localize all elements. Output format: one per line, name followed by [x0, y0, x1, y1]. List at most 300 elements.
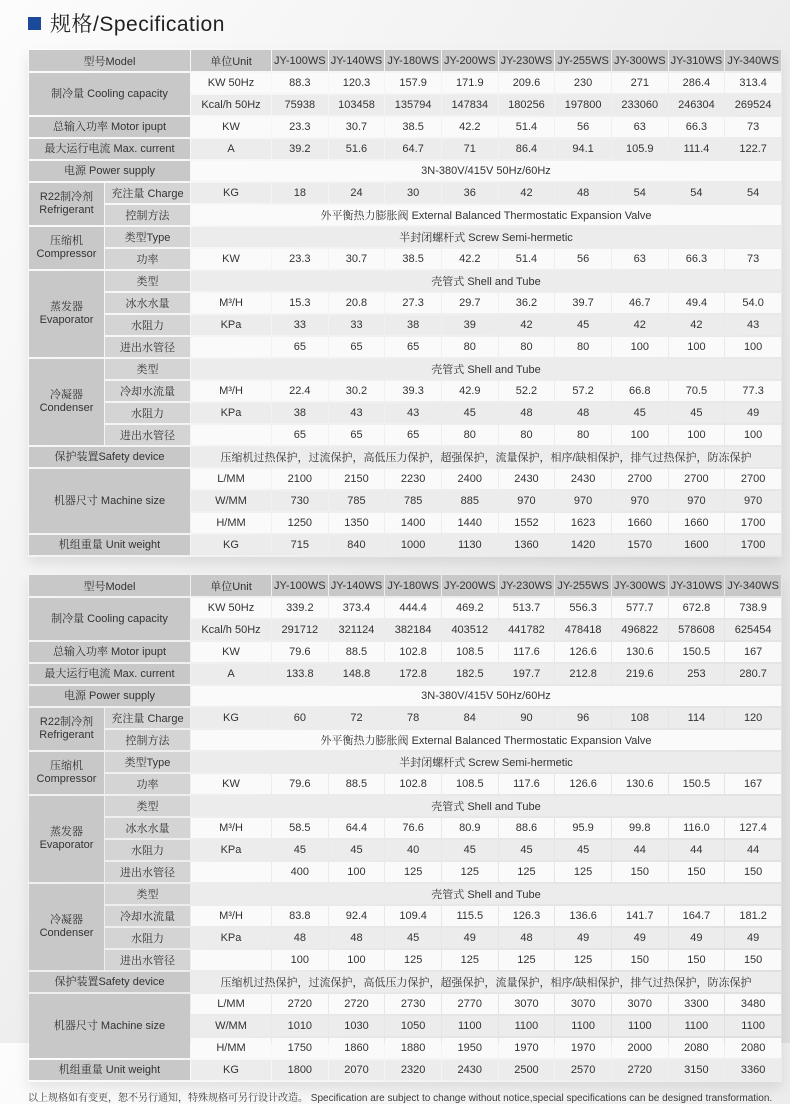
page-header: [28, 7, 782, 39]
value-cell: 271: [612, 73, 668, 93]
section-label: 机组重量 Unit weight: [29, 535, 190, 555]
value-cell: 64.4: [329, 818, 385, 838]
value-cell: 79.6: [272, 642, 328, 662]
value-cell: 60: [272, 708, 328, 728]
value-cell: 39.7: [555, 293, 611, 313]
table-row: [29, 950, 781, 970]
value-cell: 1440: [442, 513, 498, 533]
model-column-header: JY-300WS: [612, 50, 668, 71]
model-column-header: JY-200WS: [442, 575, 498, 596]
value-cell: 970: [499, 491, 555, 511]
value-cell: 45: [499, 840, 555, 860]
value-cell: 80: [499, 337, 555, 357]
value-cell: 29.7: [442, 293, 498, 313]
value-cell: 100: [612, 425, 668, 445]
value-cell: 1100: [442, 1016, 498, 1036]
value-cell: 2000: [612, 1038, 668, 1058]
value-cell: 233060: [612, 95, 668, 115]
value-cell: 1000: [385, 535, 441, 555]
value-cell: 109.4: [385, 906, 441, 926]
model-column-header: JY-300WS: [612, 575, 668, 596]
value-cell: 45: [669, 403, 725, 423]
value-cell: 86.4: [499, 139, 555, 159]
value-cell: 58.5: [272, 818, 328, 838]
value-cell: 65: [385, 425, 441, 445]
value-cell: 73: [725, 117, 781, 137]
value-cell: 96: [555, 708, 611, 728]
value-cell: 42.2: [442, 117, 498, 137]
value-cell: 57.2: [555, 381, 611, 401]
row-sublabel: 进出水管径: [105, 950, 190, 970]
value-cell: 785: [329, 491, 385, 511]
table-row: [29, 994, 781, 1014]
value-cell: 122.7: [725, 139, 781, 159]
value-cell: 42: [499, 315, 555, 335]
value-cell: 625454: [725, 620, 781, 640]
unit-cell: KPa: [191, 315, 271, 335]
value-cell: 108: [612, 708, 668, 728]
table-row: [29, 535, 781, 555]
unit-header-label: 单位Unit: [191, 50, 271, 71]
row-sublabel: 类型: [105, 884, 190, 904]
value-cell: 56: [555, 117, 611, 137]
value-cell: 469.2: [442, 598, 498, 618]
value-cell: 23.3: [272, 117, 328, 137]
value-cell: 54: [612, 183, 668, 203]
section-label: 机组重量 Unit weight: [29, 1060, 190, 1080]
row-sublabel: 类型: [105, 271, 190, 291]
table-row: [29, 469, 781, 489]
value-cell: 1660: [669, 513, 725, 533]
table-row: [29, 139, 781, 159]
value-cell: 141.7: [612, 906, 668, 926]
page-title: 规格/Specification: [50, 13, 225, 36]
value-cell: 125: [442, 950, 498, 970]
value-cell: 42.2: [442, 249, 498, 269]
value-cell: 157.9: [385, 73, 441, 93]
value-cell: 1860: [329, 1038, 385, 1058]
value-cell: 90: [499, 708, 555, 728]
value-cell: 54.0: [725, 293, 781, 313]
value-cell: 42.9: [442, 381, 498, 401]
value-cell: 117.6: [499, 774, 555, 794]
value-cell: 1660: [612, 513, 668, 533]
value-cell: 102.8: [385, 774, 441, 794]
value-cell: 116.0: [669, 818, 725, 838]
table-row: [29, 183, 781, 203]
unit-cell: M³/H: [191, 293, 271, 313]
value-cell: 672.8: [669, 598, 725, 618]
unit-cell: KG: [191, 183, 271, 203]
value-cell: 2080: [669, 1038, 725, 1058]
merged-value-cell: 壳管式 Shell and Tube: [191, 359, 781, 379]
table-row: [29, 686, 781, 706]
row-sublabel: 类型Type: [105, 227, 190, 247]
value-cell: 2720: [272, 994, 328, 1014]
value-cell: 970: [725, 491, 781, 511]
value-cell: 73: [725, 249, 781, 269]
value-cell: 111.4: [669, 139, 725, 159]
merged-value-cell: 壳管式 Shell and Tube: [191, 271, 781, 291]
value-cell: 2080: [725, 1038, 781, 1058]
value-cell: 52.2: [499, 381, 555, 401]
model-column-header: JY-140WS: [329, 50, 385, 71]
row-sublabel: 功率: [105, 249, 190, 269]
row-sublabel: 类型: [105, 359, 190, 379]
row-sublabel: 类型: [105, 796, 190, 816]
value-cell: 100: [669, 337, 725, 357]
row-sublabel: 冷却水流量: [105, 381, 190, 401]
table-row: [29, 381, 781, 401]
value-cell: 1100: [612, 1016, 668, 1036]
value-cell: 78: [385, 708, 441, 728]
value-cell: 39.3: [385, 381, 441, 401]
value-cell: 2700: [669, 469, 725, 489]
value-cell: 197800: [555, 95, 611, 115]
value-cell: 38.5: [385, 117, 441, 137]
value-cell: 182.5: [442, 664, 498, 684]
value-cell: 20.8: [329, 293, 385, 313]
value-cell: 30: [385, 183, 441, 203]
row-sublabel: 类型Type: [105, 752, 190, 772]
value-cell: 88.6: [499, 818, 555, 838]
value-cell: 441782: [499, 620, 555, 640]
unit-cell: M³/H: [191, 818, 271, 838]
value-cell: 970: [612, 491, 668, 511]
value-cell: 840: [329, 535, 385, 555]
value-cell: 444.4: [385, 598, 441, 618]
value-cell: 1100: [499, 1016, 555, 1036]
value-cell: 95.9: [555, 818, 611, 838]
value-cell: 130.6: [612, 774, 668, 794]
value-cell: 48: [499, 403, 555, 423]
value-cell: 382184: [385, 620, 441, 640]
value-cell: 3300: [669, 994, 725, 1014]
table-row: [29, 293, 781, 313]
value-cell: 1800: [272, 1060, 328, 1080]
value-cell: 49: [612, 928, 668, 948]
value-cell: 15.3: [272, 293, 328, 313]
value-cell: 120.3: [329, 73, 385, 93]
model-column-header: JY-100WS: [272, 575, 328, 596]
row-sublabel: 冰水水量: [105, 818, 190, 838]
value-cell: 1570: [612, 535, 668, 555]
value-cell: 1050: [385, 1016, 441, 1036]
value-cell: 30.7: [329, 117, 385, 137]
value-cell: 39: [442, 315, 498, 335]
value-cell: 2770: [442, 994, 498, 1014]
value-cell: 125: [555, 862, 611, 882]
value-cell: 51.4: [499, 117, 555, 137]
table-row: [29, 315, 781, 335]
value-cell: 291712: [272, 620, 328, 640]
value-cell: 63: [612, 249, 668, 269]
value-cell: 3150: [669, 1060, 725, 1080]
section-label: 冷凝器 Condenser: [29, 884, 104, 970]
model-column-header: JY-255WS: [555, 50, 611, 71]
value-cell: 39.2: [272, 139, 328, 159]
unit-cell: [191, 862, 271, 882]
value-cell: 2730: [385, 994, 441, 1014]
value-cell: 77.3: [725, 381, 781, 401]
section-label: 蒸发器 Evaporator: [29, 271, 104, 357]
value-cell: 321124: [329, 620, 385, 640]
value-cell: 1030: [329, 1016, 385, 1036]
table-row: [29, 249, 781, 269]
merged-value-cell: 壳管式 Shell and Tube: [191, 796, 781, 816]
unit-cell: KPa: [191, 840, 271, 860]
model-column-header: JY-310WS: [669, 50, 725, 71]
value-cell: 49: [725, 403, 781, 423]
table-row: [29, 403, 781, 423]
value-cell: 1400: [385, 513, 441, 533]
value-cell: 130.6: [612, 642, 668, 662]
value-cell: 2720: [329, 994, 385, 1014]
value-cell: 65: [385, 337, 441, 357]
table-row: [29, 752, 781, 772]
value-cell: 100: [329, 950, 385, 970]
value-cell: 970: [555, 491, 611, 511]
value-cell: 100: [612, 337, 668, 357]
model-column-header: JY-180WS: [385, 50, 441, 71]
value-cell: 66.8: [612, 381, 668, 401]
value-cell: 167: [725, 774, 781, 794]
value-cell: 105.9: [612, 139, 668, 159]
title-bullet-icon: [28, 17, 41, 30]
table-row: [29, 642, 781, 662]
value-cell: 99.8: [612, 818, 668, 838]
value-cell: 108.5: [442, 642, 498, 662]
model-column-header: JY-310WS: [669, 575, 725, 596]
value-cell: 2570: [555, 1060, 611, 1080]
value-cell: 45: [385, 928, 441, 948]
value-cell: 114: [669, 708, 725, 728]
value-cell: 1623: [555, 513, 611, 533]
unit-cell: KW: [191, 117, 271, 137]
value-cell: 42: [669, 315, 725, 335]
value-cell: 27.3: [385, 293, 441, 313]
value-cell: 715: [272, 535, 328, 555]
unit-cell: KW: [191, 249, 271, 269]
row-sublabel: 控制方法: [105, 205, 190, 225]
value-cell: 150.5: [669, 774, 725, 794]
table-row: [29, 928, 781, 948]
model-column-header: JY-255WS: [555, 575, 611, 596]
value-cell: 125: [442, 862, 498, 882]
value-cell: 2430: [499, 469, 555, 489]
value-cell: 100: [725, 425, 781, 445]
value-cell: 577.7: [612, 598, 668, 618]
section-label: 压缩机 Compressor: [29, 752, 104, 794]
value-cell: 24: [329, 183, 385, 203]
merged-value-cell: 压缩机过热保护，过流保护，高低压力保护，超强保护，流量保护，相序/缺相保护，排气过热保护，防冻保护: [191, 972, 781, 992]
footer-note: 以上规格如有变更，恕不另行通知，特殊规格可另行设计改造。 Specification are subject to change without notice,special specifications can be designed transformation.: [28, 1093, 773, 1104]
table-row: [29, 447, 781, 467]
value-cell: 150: [612, 862, 668, 882]
value-cell: 71: [442, 139, 498, 159]
row-sublabel: 进出水管径: [105, 862, 190, 882]
value-cell: 135794: [385, 95, 441, 115]
value-cell: 45: [442, 403, 498, 423]
value-cell: 44: [725, 840, 781, 860]
value-cell: 125: [385, 950, 441, 970]
table-row: [29, 708, 781, 728]
value-cell: 48: [555, 403, 611, 423]
value-cell: 49: [669, 928, 725, 948]
value-cell: 1420: [555, 535, 611, 555]
value-cell: 2070: [329, 1060, 385, 1080]
merged-value-cell: 3N-380V/415V 50Hz/60Hz: [191, 686, 781, 706]
value-cell: 478418: [555, 620, 611, 640]
value-cell: 65: [272, 337, 328, 357]
value-cell: 51.6: [329, 139, 385, 159]
value-cell: 180256: [499, 95, 555, 115]
value-cell: 147834: [442, 95, 498, 115]
unit-cell: KG: [191, 708, 271, 728]
value-cell: 120: [725, 708, 781, 728]
value-cell: 496822: [612, 620, 668, 640]
value-cell: 1950: [442, 1038, 498, 1058]
value-cell: 65: [329, 337, 385, 357]
table-row: [29, 337, 781, 357]
unit-cell: Kcal/h 50Hz: [191, 620, 271, 640]
section-label: 蒸发器 Evaporator: [29, 796, 104, 882]
value-cell: 83.8: [272, 906, 328, 926]
value-cell: 1970: [499, 1038, 555, 1058]
section-label: 总输入功率 Motor ipupt: [29, 117, 190, 137]
unit-cell: [191, 425, 271, 445]
value-cell: 80: [555, 425, 611, 445]
value-cell: 150: [669, 862, 725, 882]
value-cell: 100: [272, 950, 328, 970]
unit-cell: W/MM: [191, 1016, 271, 1036]
value-cell: 230: [555, 73, 611, 93]
value-cell: 88.3: [272, 73, 328, 93]
value-cell: 2430: [555, 469, 611, 489]
value-cell: 38: [272, 403, 328, 423]
value-cell: 2100: [272, 469, 328, 489]
value-cell: 30.2: [329, 381, 385, 401]
value-cell: 150: [725, 862, 781, 882]
value-cell: 103458: [329, 95, 385, 115]
value-cell: 1600: [669, 535, 725, 555]
merged-value-cell: 壳管式 Shell and Tube: [191, 884, 781, 904]
value-cell: 197.7: [499, 664, 555, 684]
row-sublabel: 功率: [105, 774, 190, 794]
unit-cell: [191, 950, 271, 970]
value-cell: 43: [385, 403, 441, 423]
value-cell: 164.7: [669, 906, 725, 926]
unit-cell: H/MM: [191, 513, 271, 533]
value-cell: 212.8: [555, 664, 611, 684]
value-cell: 1552: [499, 513, 555, 533]
value-cell: 66.3: [669, 249, 725, 269]
spec-table-second: [28, 573, 782, 1082]
model-column-header: JY-180WS: [385, 575, 441, 596]
unit-cell: Kcal/h 50Hz: [191, 95, 271, 115]
value-cell: 100: [329, 862, 385, 882]
value-cell: 18: [272, 183, 328, 203]
value-cell: 3070: [555, 994, 611, 1014]
section-label: 电源 Power supply: [29, 686, 190, 706]
value-cell: 1880: [385, 1038, 441, 1058]
value-cell: 1750: [272, 1038, 328, 1058]
value-cell: 133.8: [272, 664, 328, 684]
value-cell: 3480: [725, 994, 781, 1014]
value-cell: 65: [272, 425, 328, 445]
value-cell: 246304: [669, 95, 725, 115]
table-row: [29, 598, 781, 618]
value-cell: 1350: [329, 513, 385, 533]
unit-cell: KW 50Hz: [191, 73, 271, 93]
value-cell: 56: [555, 249, 611, 269]
value-cell: 150: [669, 950, 725, 970]
value-cell: 51.4: [499, 249, 555, 269]
unit-cell: KPa: [191, 403, 271, 423]
value-cell: 125: [499, 862, 555, 882]
value-cell: 43: [329, 403, 385, 423]
table-row: [29, 205, 781, 225]
value-cell: 1360: [499, 535, 555, 555]
unit-cell: KW: [191, 774, 271, 794]
row-sublabel: 水阻力: [105, 315, 190, 335]
value-cell: 1100: [669, 1016, 725, 1036]
value-cell: 1970: [555, 1038, 611, 1058]
value-cell: 100: [669, 425, 725, 445]
row-sublabel: 水阻力: [105, 840, 190, 860]
value-cell: 48: [329, 928, 385, 948]
value-cell: 785: [385, 491, 441, 511]
value-cell: 42: [499, 183, 555, 203]
value-cell: 970: [669, 491, 725, 511]
value-cell: 72: [329, 708, 385, 728]
value-cell: 286.4: [669, 73, 725, 93]
unit-cell: M³/H: [191, 381, 271, 401]
unit-cell: KW 50Hz: [191, 598, 271, 618]
value-cell: 54: [669, 183, 725, 203]
table-row: [29, 906, 781, 926]
table-row: [29, 425, 781, 445]
value-cell: 126.3: [499, 906, 555, 926]
model-column-header: JY-340WS: [725, 50, 781, 71]
value-cell: 64.7: [385, 139, 441, 159]
row-sublabel: 充注量 Charge: [105, 183, 190, 203]
value-cell: 1100: [725, 1016, 781, 1036]
value-cell: 513.7: [499, 598, 555, 618]
value-cell: 2500: [499, 1060, 555, 1080]
value-cell: 48: [499, 928, 555, 948]
value-cell: 125: [555, 950, 611, 970]
value-cell: 80: [442, 425, 498, 445]
row-sublabel: 水阻力: [105, 403, 190, 423]
value-cell: 313.4: [725, 73, 781, 93]
merged-value-cell: 外平衡热力膨胀阀 External Balanced Thermostatic Expansion Valve: [191, 730, 781, 750]
value-cell: 30.7: [329, 249, 385, 269]
unit-header-label: 单位Unit: [191, 575, 271, 596]
value-cell: 44: [669, 840, 725, 860]
value-cell: 219.6: [612, 664, 668, 684]
section-label: 冷凝器 Condenser: [29, 359, 104, 445]
table-row: [29, 774, 781, 794]
value-cell: 2150: [329, 469, 385, 489]
value-cell: 2700: [612, 469, 668, 489]
row-sublabel: 控制方法: [105, 730, 190, 750]
row-sublabel: 水阻力: [105, 928, 190, 948]
table-row: [29, 818, 781, 838]
value-cell: 1250: [272, 513, 328, 533]
model-column-header: JY-230WS: [499, 50, 555, 71]
value-cell: 80: [499, 425, 555, 445]
